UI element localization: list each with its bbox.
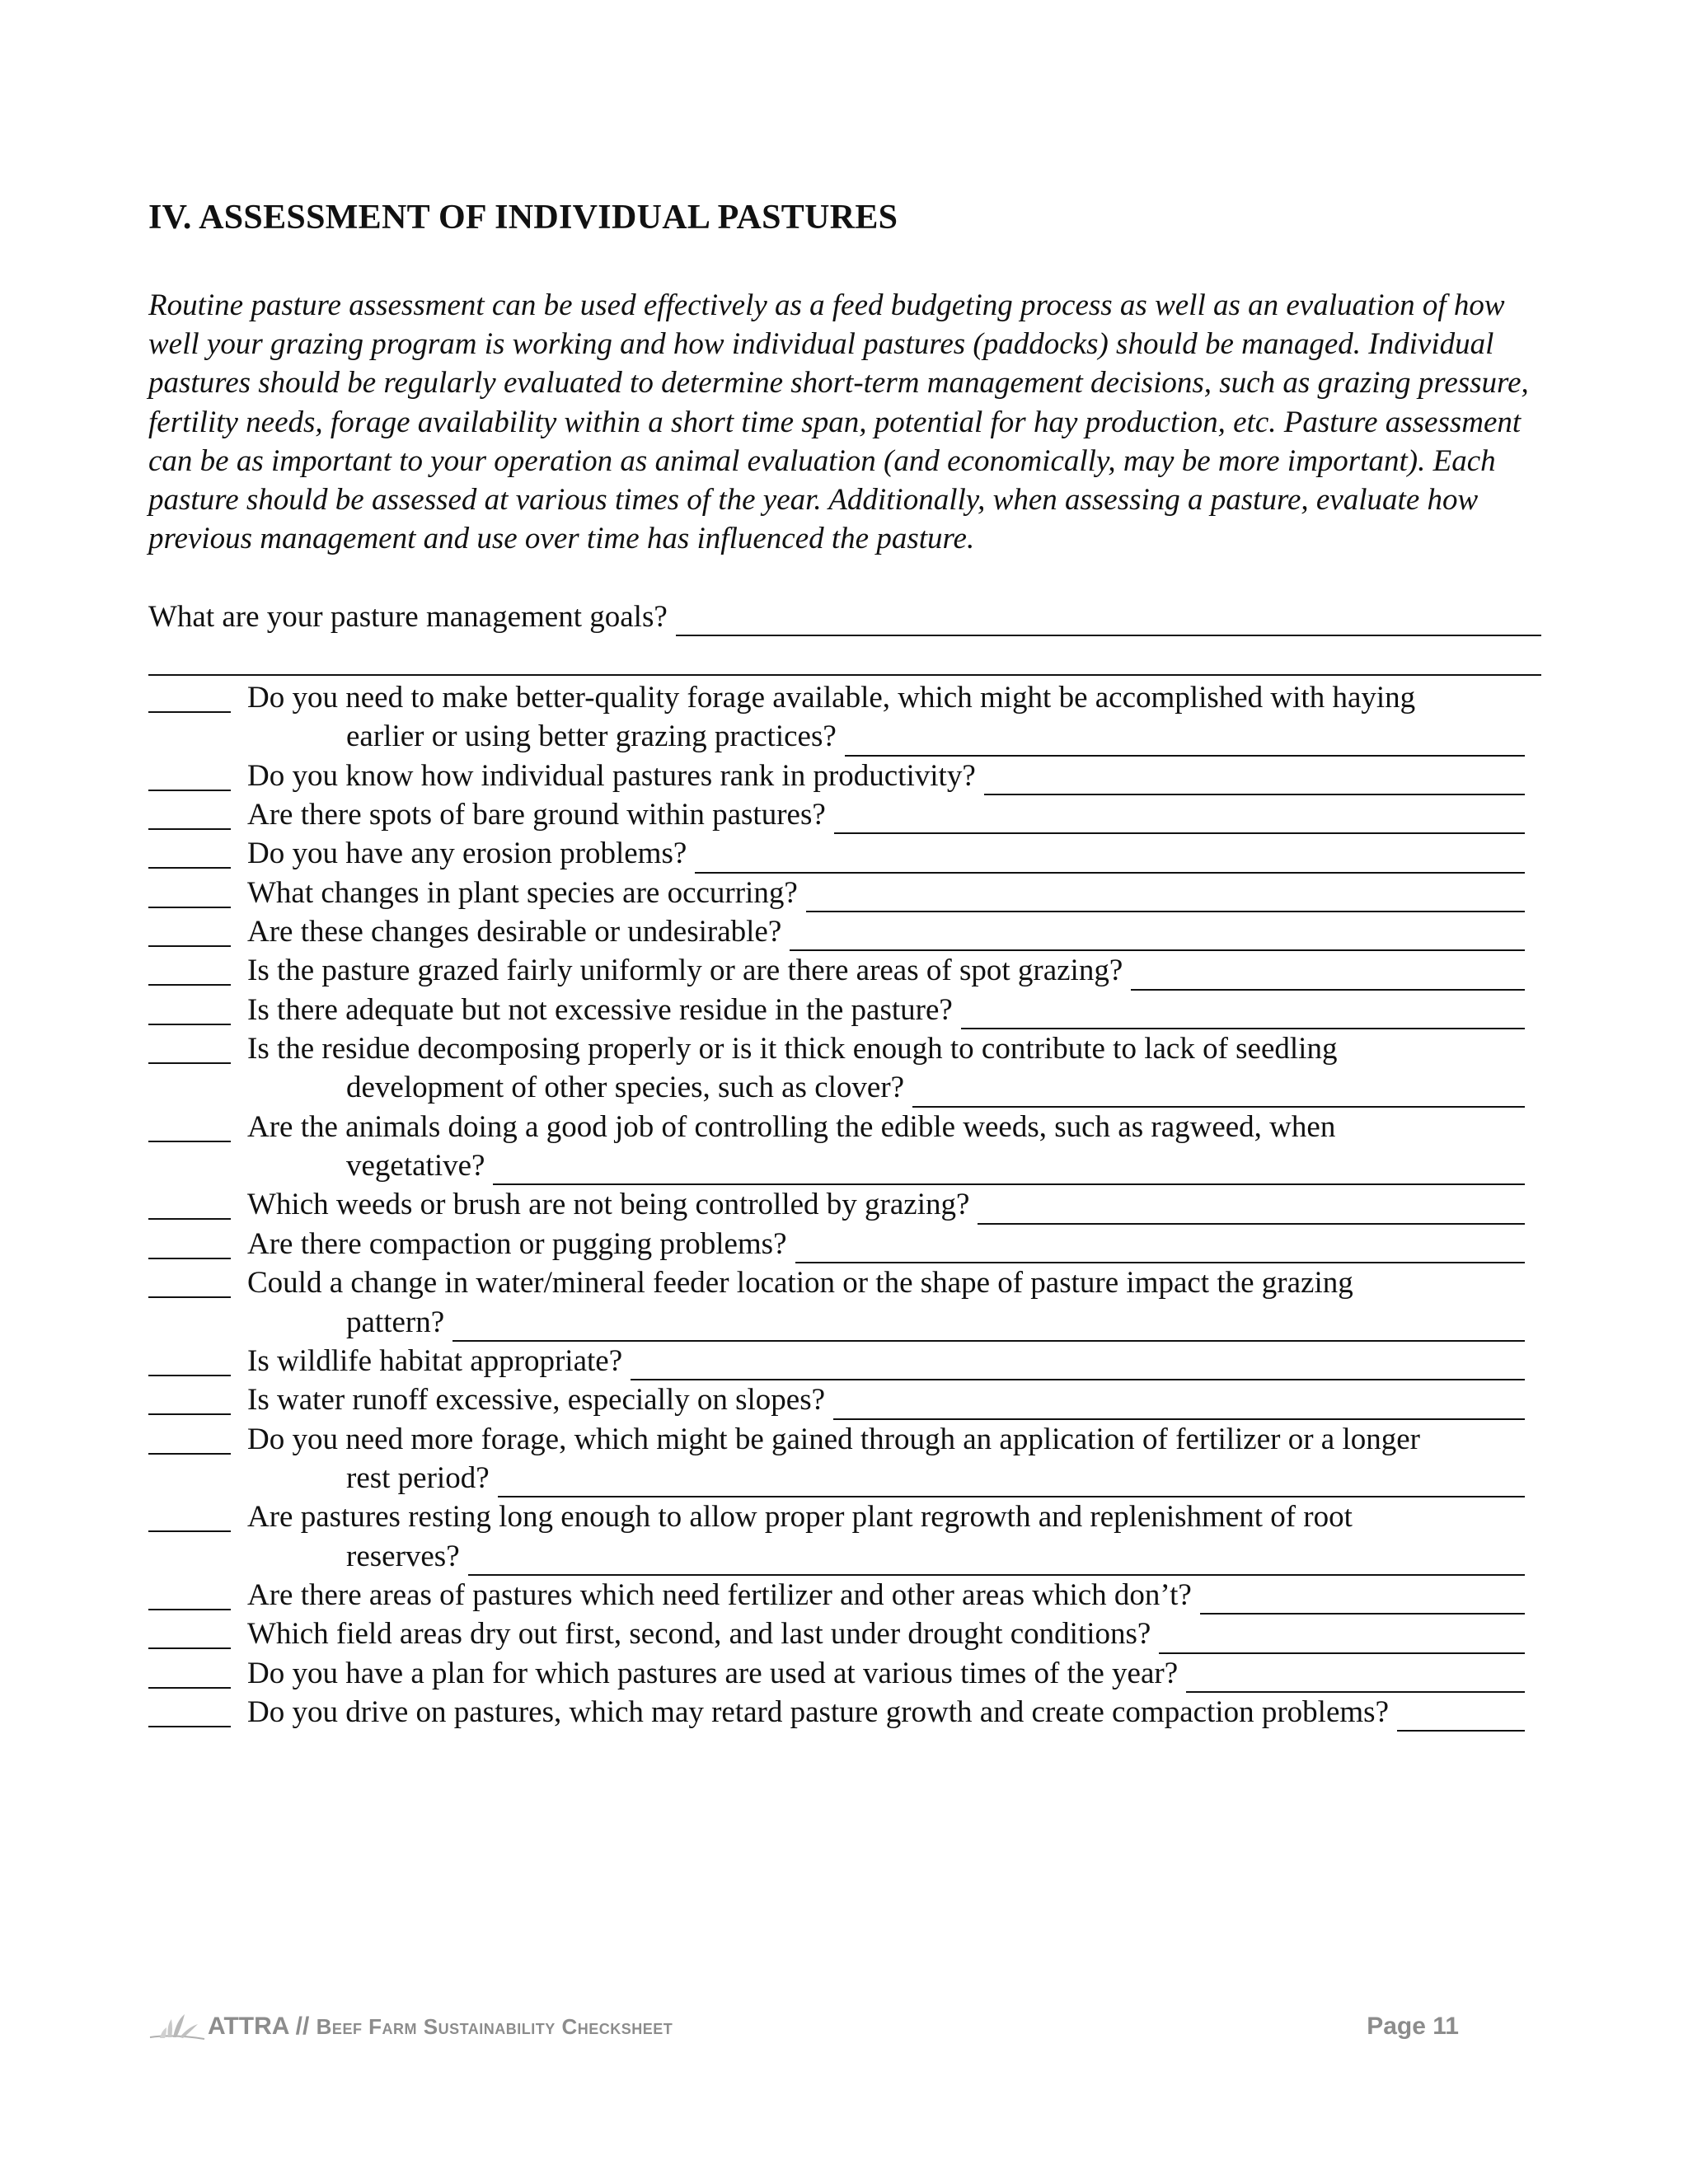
- question-text: Which weeds or brush are not being controlled by grazing?: [247, 1188, 970, 1222]
- question-line: [247, 1185, 1541, 1224]
- question-text: Is the pasture grazed fairly uniformly or are there areas of spot grazing?: [247, 954, 1123, 988]
- footer-title: Beef Farm Sustainability Checksheet: [316, 2014, 673, 2039]
- goals-question: [148, 598, 1541, 636]
- rating-blank[interactable]: [148, 1453, 231, 1455]
- question-line: [247, 795, 1541, 834]
- question-line: [247, 912, 1541, 951]
- goals-prompt: What are your pasture management goals?: [148, 600, 668, 634]
- rating-blank[interactable]: [148, 1062, 231, 1064]
- rating-blank[interactable]: [148, 867, 231, 869]
- answer-line[interactable]: [631, 1349, 1525, 1380]
- answer-line[interactable]: [806, 881, 1525, 912]
- question-text-continued: earlier or using better grazing practices?: [346, 719, 837, 754]
- question-text: Is wildlife habitat appropriate?: [247, 1343, 623, 1378]
- rating-blank[interactable]: [148, 1258, 231, 1259]
- question-text: What changes in plant species are occurring?: [247, 875, 798, 910]
- goals-answer-line-2[interactable]: [148, 674, 1541, 676]
- answer-line[interactable]: [695, 842, 1525, 874]
- question-line: [247, 834, 1541, 873]
- question-text: Do you have any erosion problems?: [247, 837, 687, 871]
- question-text-continued: development of other species, such as clover?: [346, 1071, 905, 1105]
- question-line-continued: [247, 717, 1541, 756]
- question-item: [148, 834, 1541, 873]
- question-item: [148, 951, 1541, 990]
- question-line: [247, 1342, 1541, 1380]
- question-item: [148, 1029, 1541, 1108]
- question-line: [247, 874, 1541, 912]
- question-text: Is there adequate but not excessive residue in the pasture?: [247, 992, 953, 1027]
- question-item: [148, 912, 1541, 951]
- question-line-continued: [247, 1459, 1541, 1497]
- question-text: Are the animals doing a good job of controlling the edible weeds, such as ragweed, when: [247, 1109, 1336, 1144]
- question-text: Is water runoff excessive, especially on slopes?: [247, 1383, 826, 1418]
- rating-blank[interactable]: [148, 984, 231, 986]
- page-footer: [148, 2011, 1459, 2044]
- answer-line[interactable]: [790, 920, 1525, 951]
- rating-blank[interactable]: [148, 828, 231, 830]
- question-text: Do you know how individual pastures rank in productivity?: [247, 758, 976, 793]
- rating-blank[interactable]: [148, 907, 231, 908]
- question-text: Which field areas dry out first, second, and last under drought conditions?: [247, 1617, 1151, 1652]
- rating-blank[interactable]: [148, 790, 231, 791]
- question-item: [148, 991, 1541, 1029]
- question-line: [247, 1263, 1541, 1302]
- question-line: [247, 951, 1541, 990]
- question-line: [247, 1225, 1541, 1263]
- question-line: [247, 1108, 1541, 1146]
- answer-line[interactable]: [978, 1193, 1525, 1225]
- rating-blank[interactable]: [148, 1609, 231, 1610]
- question-item: [148, 1342, 1541, 1380]
- answer-line[interactable]: [984, 764, 1525, 795]
- question-text: Do you drive on pastures, which may retard pasture growth and create compaction problems?: [247, 1694, 1389, 1729]
- question-text: Are there compaction or pugging problems?: [247, 1226, 787, 1261]
- answer-line[interactable]: [498, 1466, 1525, 1497]
- answer-line[interactable]: [493, 1154, 1525, 1185]
- question-text: Are these changes desirable or undesirable?: [247, 915, 782, 949]
- question-text-continued: rest period?: [346, 1460, 490, 1495]
- rating-blank[interactable]: [148, 1296, 231, 1298]
- question-item: [148, 1185, 1541, 1224]
- question-line-continued: [247, 1303, 1541, 1342]
- question-line: [247, 1420, 1541, 1459]
- answer-line[interactable]: [845, 725, 1525, 757]
- rating-blank[interactable]: [148, 945, 231, 947]
- question-line: [247, 1615, 1541, 1653]
- rating-blank[interactable]: [148, 1141, 231, 1142]
- answer-line[interactable]: [1131, 959, 1525, 991]
- question-text: Could a change in water/mineral feeder location or the shape of pasture impact the grazing: [247, 1266, 1353, 1301]
- rating-blank[interactable]: [148, 1375, 231, 1376]
- question-text: Are there areas of pastures which need fertilizer and other areas which don’t?: [247, 1577, 1192, 1612]
- question-item: [148, 757, 1541, 795]
- question-text: Are pastures resting long enough to allow proper plant regrowth and replenishment of root: [247, 1500, 1353, 1535]
- rating-blank[interactable]: [148, 1218, 231, 1220]
- question-text: Do you need more forage, which might be gained through an application of fertilizer or a longer: [247, 1422, 1420, 1456]
- question-text-continued: reserves?: [346, 1539, 460, 1573]
- answer-line[interactable]: [795, 1232, 1526, 1263]
- footer-brand: [208, 2013, 673, 2041]
- question-item: [148, 795, 1541, 834]
- question-text: Do you have a plan for which pastures are used at various times of the year?: [247, 1656, 1179, 1690]
- question-line: [247, 678, 1541, 717]
- rating-blank[interactable]: [148, 1647, 231, 1649]
- intro-paragraph: Routine pasture assessment can be used effectively as a feed budgeting process as well as an evaluation of how well your grazing program is working and how individual pastures (paddocks) should be managed. Individual pastures should be regularly evaluated to determine short-term management decisions, such as grazing pressure, fertility needs, forage availability within a short time span, potential for hay production, etc. Pasture assessment can be as important to your operation as animal evaluation (and economically, may be more important). Each pasture should be assessed at various times of the year. Additionally, when assessing a pasture, evaluate how previous management and use over time has influenced the pasture.: [148, 288, 1529, 556]
- question-line: [247, 1576, 1541, 1615]
- question-text: Do you need to make better-quality forage available, which might be accomplished with haying: [247, 681, 1416, 715]
- answer-line[interactable]: [1397, 1700, 1525, 1732]
- rating-blank[interactable]: [148, 711, 231, 713]
- answer-line[interactable]: [1200, 1583, 1525, 1615]
- question-line-continued: [247, 1537, 1541, 1576]
- question-line: [247, 1497, 1541, 1536]
- question-item: [148, 1693, 1541, 1732]
- question-line: [247, 1693, 1541, 1732]
- rating-blank[interactable]: [148, 1726, 231, 1727]
- attra-leaf-logo-icon: [148, 2013, 206, 2042]
- rating-blank[interactable]: [148, 1530, 231, 1532]
- goals-answer-line[interactable]: [676, 605, 1541, 636]
- footer-brand-name: ATTRA //: [208, 2013, 310, 2040]
- rating-blank[interactable]: [148, 1687, 231, 1689]
- answer-line[interactable]: [468, 1544, 1525, 1576]
- answer-line[interactable]: [834, 803, 1525, 834]
- question-item: [148, 1420, 1541, 1498]
- question-item: [148, 1497, 1541, 1576]
- section-heading: IV. ASSESSMENT OF INDIVIDUAL PASTURES: [148, 199, 898, 237]
- answer-line[interactable]: [1186, 1661, 1525, 1693]
- question-item: [148, 1380, 1541, 1419]
- answer-line[interactable]: [912, 1076, 1525, 1108]
- question-list: [148, 678, 1541, 1732]
- question-line: [247, 1029, 1541, 1068]
- question-text: Are there spots of bare ground within pastures?: [247, 798, 826, 832]
- answer-line[interactable]: [961, 998, 1525, 1029]
- answer-line[interactable]: [452, 1310, 1525, 1342]
- answer-line[interactable]: [1159, 1623, 1525, 1654]
- question-item: [148, 1615, 1541, 1653]
- question-item: [148, 1108, 1541, 1186]
- question-text-continued: vegetative?: [346, 1149, 485, 1183]
- page-number: Page 11: [1367, 2013, 1459, 2040]
- rating-blank[interactable]: [148, 1024, 231, 1025]
- question-line: [247, 1654, 1541, 1693]
- question-line: [247, 991, 1541, 1029]
- question-item: [148, 1576, 1541, 1615]
- question-line-continued: [247, 1068, 1541, 1107]
- question-line-continued: [247, 1146, 1541, 1185]
- question-line: [247, 757, 1541, 795]
- answer-line[interactable]: [833, 1389, 1525, 1420]
- rating-blank[interactable]: [148, 1413, 231, 1415]
- question-item: [148, 874, 1541, 912]
- question-item: [148, 1263, 1541, 1342]
- question-item: [148, 678, 1541, 757]
- question-text: Is the residue decomposing properly or is it thick enough to contribute to lack of seedling: [247, 1032, 1338, 1066]
- question-item: [148, 1654, 1541, 1693]
- question-text-continued: pattern?: [346, 1305, 445, 1339]
- question-line: [247, 1380, 1541, 1419]
- question-item: [148, 1225, 1541, 1263]
